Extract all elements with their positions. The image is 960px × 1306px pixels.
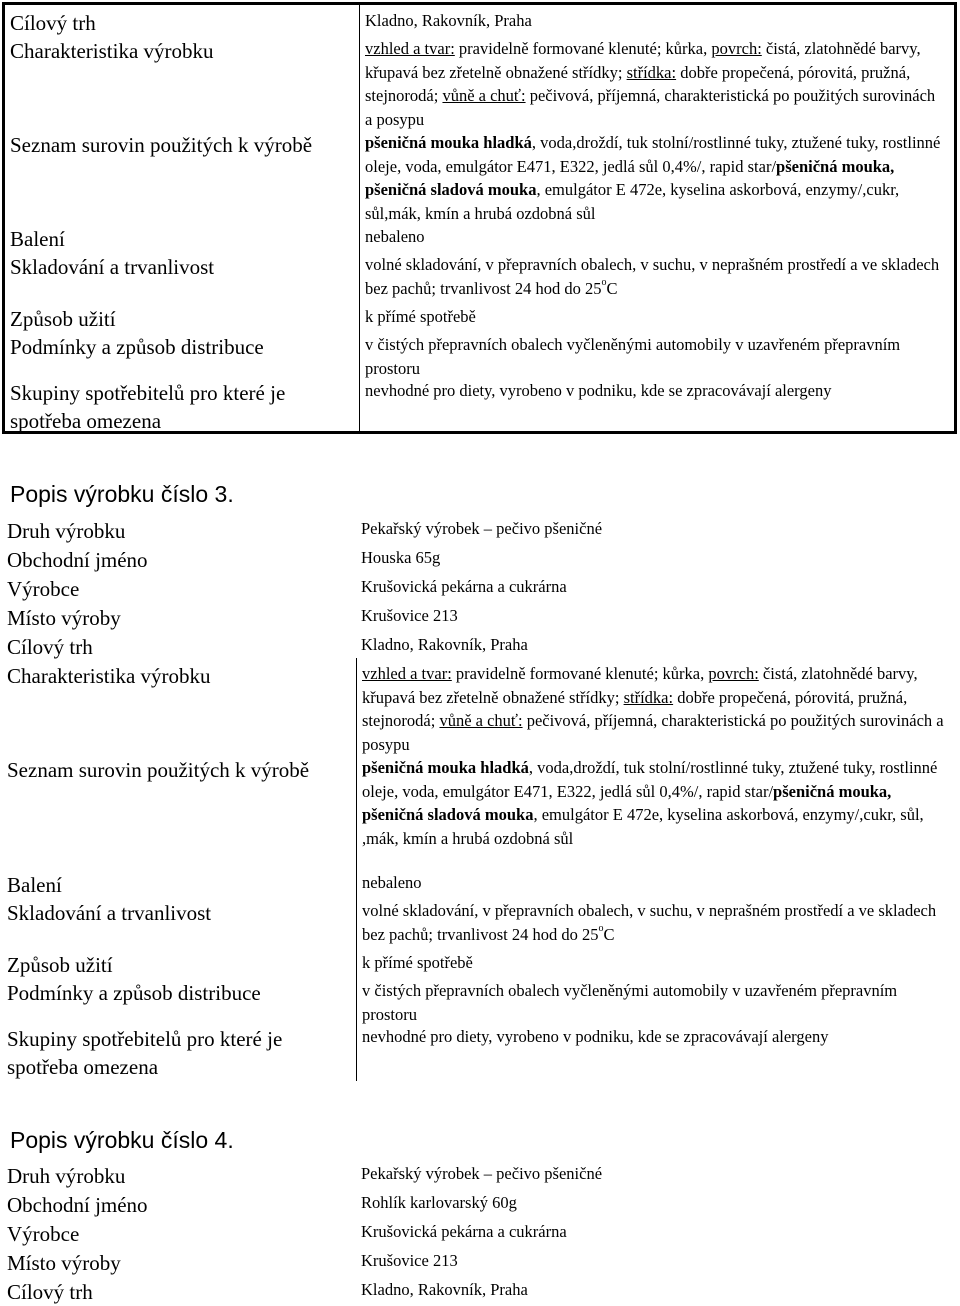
- row-label: Balení: [7, 873, 62, 897]
- text-segment: pravidelně formované klenuté; kůrka,: [454, 39, 712, 58]
- row-label: Místo výroby: [7, 1251, 121, 1275]
- row-value: nebaleno: [359, 221, 954, 249]
- row-label: Podmínky a způsob distribuce: [7, 981, 261, 1005]
- row-label: Druh výrobku: [7, 519, 126, 543]
- row-value: Kladno, Rakovník, Praha: [361, 635, 528, 654]
- row-value: volné skladování, v přepravních obalech, v suchu, v neprašném prostředí a ve skladech bez pachů; trvanlivost 24 hod do 25$^o$C: [359, 249, 954, 301]
- row-label: Cílový trh: [7, 635, 93, 659]
- underlined-text: vůně a chuť:: [439, 711, 523, 730]
- row-value: nevhodné pro diety, vyrobeno v podniku, kde se zpracovávají alergeny: [356, 1021, 957, 1081]
- row-value: Krušovická pekárna a cukrárna: [361, 1222, 567, 1241]
- underlined-text: vzhled a tvar:: [362, 664, 452, 683]
- row-label: Obchodní jméno: [7, 1193, 148, 1217]
- table-row: [5, 33, 954, 127]
- row-value: v čistých přepravních obalech vyčleněnými automobily v uzavřeném přepravním prostoru: [359, 329, 954, 375]
- table-row: [5, 375, 954, 431]
- product-table-2: [2, 2, 957, 434]
- row-value: nebaleno: [356, 867, 957, 895]
- table-row: [5, 249, 954, 301]
- text-segment: , emulgátor E 472e, kyselina askorbová, enzymy/,cukr, sůl, ,mák, kmín a hrubá ozdobná sůl: [362, 805, 924, 848]
- product-table-4: [2, 1158, 957, 1303]
- table-row: [5, 5, 954, 33]
- table-row: [2, 752, 957, 867]
- row-value: Krušovice 213: [361, 1251, 458, 1270]
- row-value: k přímé spotřebě: [356, 947, 957, 975]
- table-row: [2, 658, 957, 752]
- text-segment: dobře propečená, pórovitá, pružná, stejnorodá;: [365, 62, 911, 105]
- row-value: v čistých přepravních obalech vyčleněnými automobily v uzavřeném přepravním prostoru: [356, 975, 957, 1021]
- bold-text: pšeničná mouka, pšeničná sladová mouka: [365, 156, 895, 199]
- table-row: [2, 1187, 957, 1216]
- table-row: [2, 1021, 957, 1081]
- table-row: [5, 221, 954, 249]
- underlined-text: vůně a chuť:: [442, 86, 526, 105]
- table-row: [2, 542, 957, 571]
- row-value: Kladno, Rakovník, Praha: [359, 5, 954, 33]
- table-row: [5, 329, 954, 378]
- text-segment: , voda,droždí, tuk stolní/rostlinné tuky, ztužené tuky, rostlinné oleje, voda, emulgátor E471, E322, jedlá sůl 0,4%/, rapid star/: [362, 758, 938, 801]
- row-value: Pekařský výrobek – pečivo pšeničné: [361, 519, 603, 538]
- section-title: Popis výrobku číslo 3.: [10, 481, 234, 507]
- text-segment: pravidelně formované klenuté; kůrka,: [451, 664, 709, 683]
- text-segment: čistá, zlatohnědé barvy, křupavá bez zřetelně obnažené střídky;: [362, 664, 918, 707]
- table-row: [2, 571, 957, 600]
- row-label: Skladování a trvanlivost: [10, 255, 215, 279]
- underlined-text: střídka:: [623, 687, 674, 707]
- text-segment: čistá, zlatohnědé barvy, křupavá bez zřetelně obnažené střídky;: [365, 39, 921, 82]
- table-row: [2, 1245, 957, 1274]
- row-label: Charakteristika výrobku: [10, 39, 214, 63]
- row-label: Cílový trh: [7, 1280, 93, 1304]
- row-label: Balení: [10, 227, 65, 251]
- row-label: Skladování a trvanlivost: [7, 901, 212, 925]
- table-row: [2, 629, 957, 658]
- row-label: Místo výroby: [7, 606, 121, 630]
- row-label: Podmínky a způsob distribuce: [10, 335, 264, 359]
- table-row: [2, 975, 957, 1024]
- product-table-3: [2, 513, 957, 1081]
- bold-text: pšeničná mouka hladká: [362, 758, 529, 777]
- text-segment: , emulgátor E 472e, kyselina askorbová, enzymy/,cukr, sůl,mák, kmín a hrubá ozdobná sůl: [365, 180, 900, 223]
- row-value: [356, 658, 957, 752]
- table-row: [5, 127, 954, 221]
- underlined-text: povrch:: [711, 39, 762, 58]
- bold-text: pšeničná mouka hladká: [365, 133, 532, 152]
- row-label: Skupiny spotřebitelů pro které je spotřeba omezena: [7, 1027, 283, 1079]
- row-value: [359, 127, 954, 221]
- row-label: Obchodní jméno: [7, 548, 148, 572]
- row-value: Krušovická pekárna a cukrárna: [361, 577, 567, 596]
- table-row: [2, 1216, 957, 1245]
- table-row: [2, 895, 957, 947]
- text-segment: dobře propečená, pórovitá, pružná, stejnorodá;: [362, 687, 908, 730]
- text-segment: , voda,droždí, tuk stolní/rostlinné tuky, ztužené tuky, rostlinné oleje, voda, emulgátor E471, E322, jedlá sůl 0,4%/, rapid star/: [365, 133, 941, 176]
- text-segment: pečivová, příjemná, charakteristická po použitých surovinách a posypu: [365, 86, 936, 129]
- row-value: Rohlík karlovarský 60g: [361, 1193, 517, 1212]
- row-value: k přímé spotřebě: [359, 301, 954, 329]
- row-value: Kladno, Rakovník, Praha: [361, 1280, 528, 1299]
- table-row: [5, 301, 954, 329]
- row-label: Způsob užití: [10, 307, 116, 331]
- row-label: Seznam surovin použitých k výrobě: [7, 758, 310, 782]
- row-value: [359, 33, 954, 127]
- row-value: [356, 752, 957, 867]
- row-label: Skupiny spotřebitelů pro které je spotřeba omezena: [10, 381, 286, 433]
- table-row: [2, 1274, 957, 1303]
- row-label: Seznam surovin použitých k výrobě: [10, 133, 313, 157]
- underlined-text: povrch:: [708, 664, 759, 683]
- table-row: [2, 947, 957, 975]
- bold-text: pšeničná mouka, pšeničná sladová mouka: [362, 781, 892, 824]
- row-label: Cílový trh: [10, 11, 96, 35]
- row-value: Pekařský výrobek – pečivo pšeničné: [361, 1164, 603, 1183]
- table-row: [2, 1158, 957, 1187]
- row-label: Výrobce: [7, 1222, 80, 1246]
- row-label: Charakteristika výrobku: [7, 664, 211, 688]
- underlined-text: vzhled a tvar:: [365, 39, 455, 58]
- row-value: Houska 65g: [361, 548, 441, 567]
- row-value: Krušovice 213: [361, 606, 458, 625]
- row-label: Výrobce: [7, 577, 80, 601]
- table-row: [2, 600, 957, 629]
- table-row: [2, 867, 957, 895]
- text-segment: pečivová, příjemná, charakteristická po použitých surovinách a posypu: [362, 711, 944, 754]
- row-value: volné skladování, v přepravních obalech, v suchu, v neprašném prostředí a ve skladech bez pachů; trvanlivost 24 hod do 25$^o$C: [356, 895, 957, 947]
- underlined-text: střídka:: [626, 62, 677, 82]
- row-label: Druh výrobku: [7, 1164, 126, 1188]
- section-title: Popis výrobku číslo 4.: [10, 1127, 234, 1153]
- table-row: [2, 513, 957, 542]
- row-value: nevhodné pro diety, vyrobeno v podniku, kde se zpracovávají alergeny: [359, 375, 954, 431]
- row-label: Způsob užití: [7, 953, 113, 977]
